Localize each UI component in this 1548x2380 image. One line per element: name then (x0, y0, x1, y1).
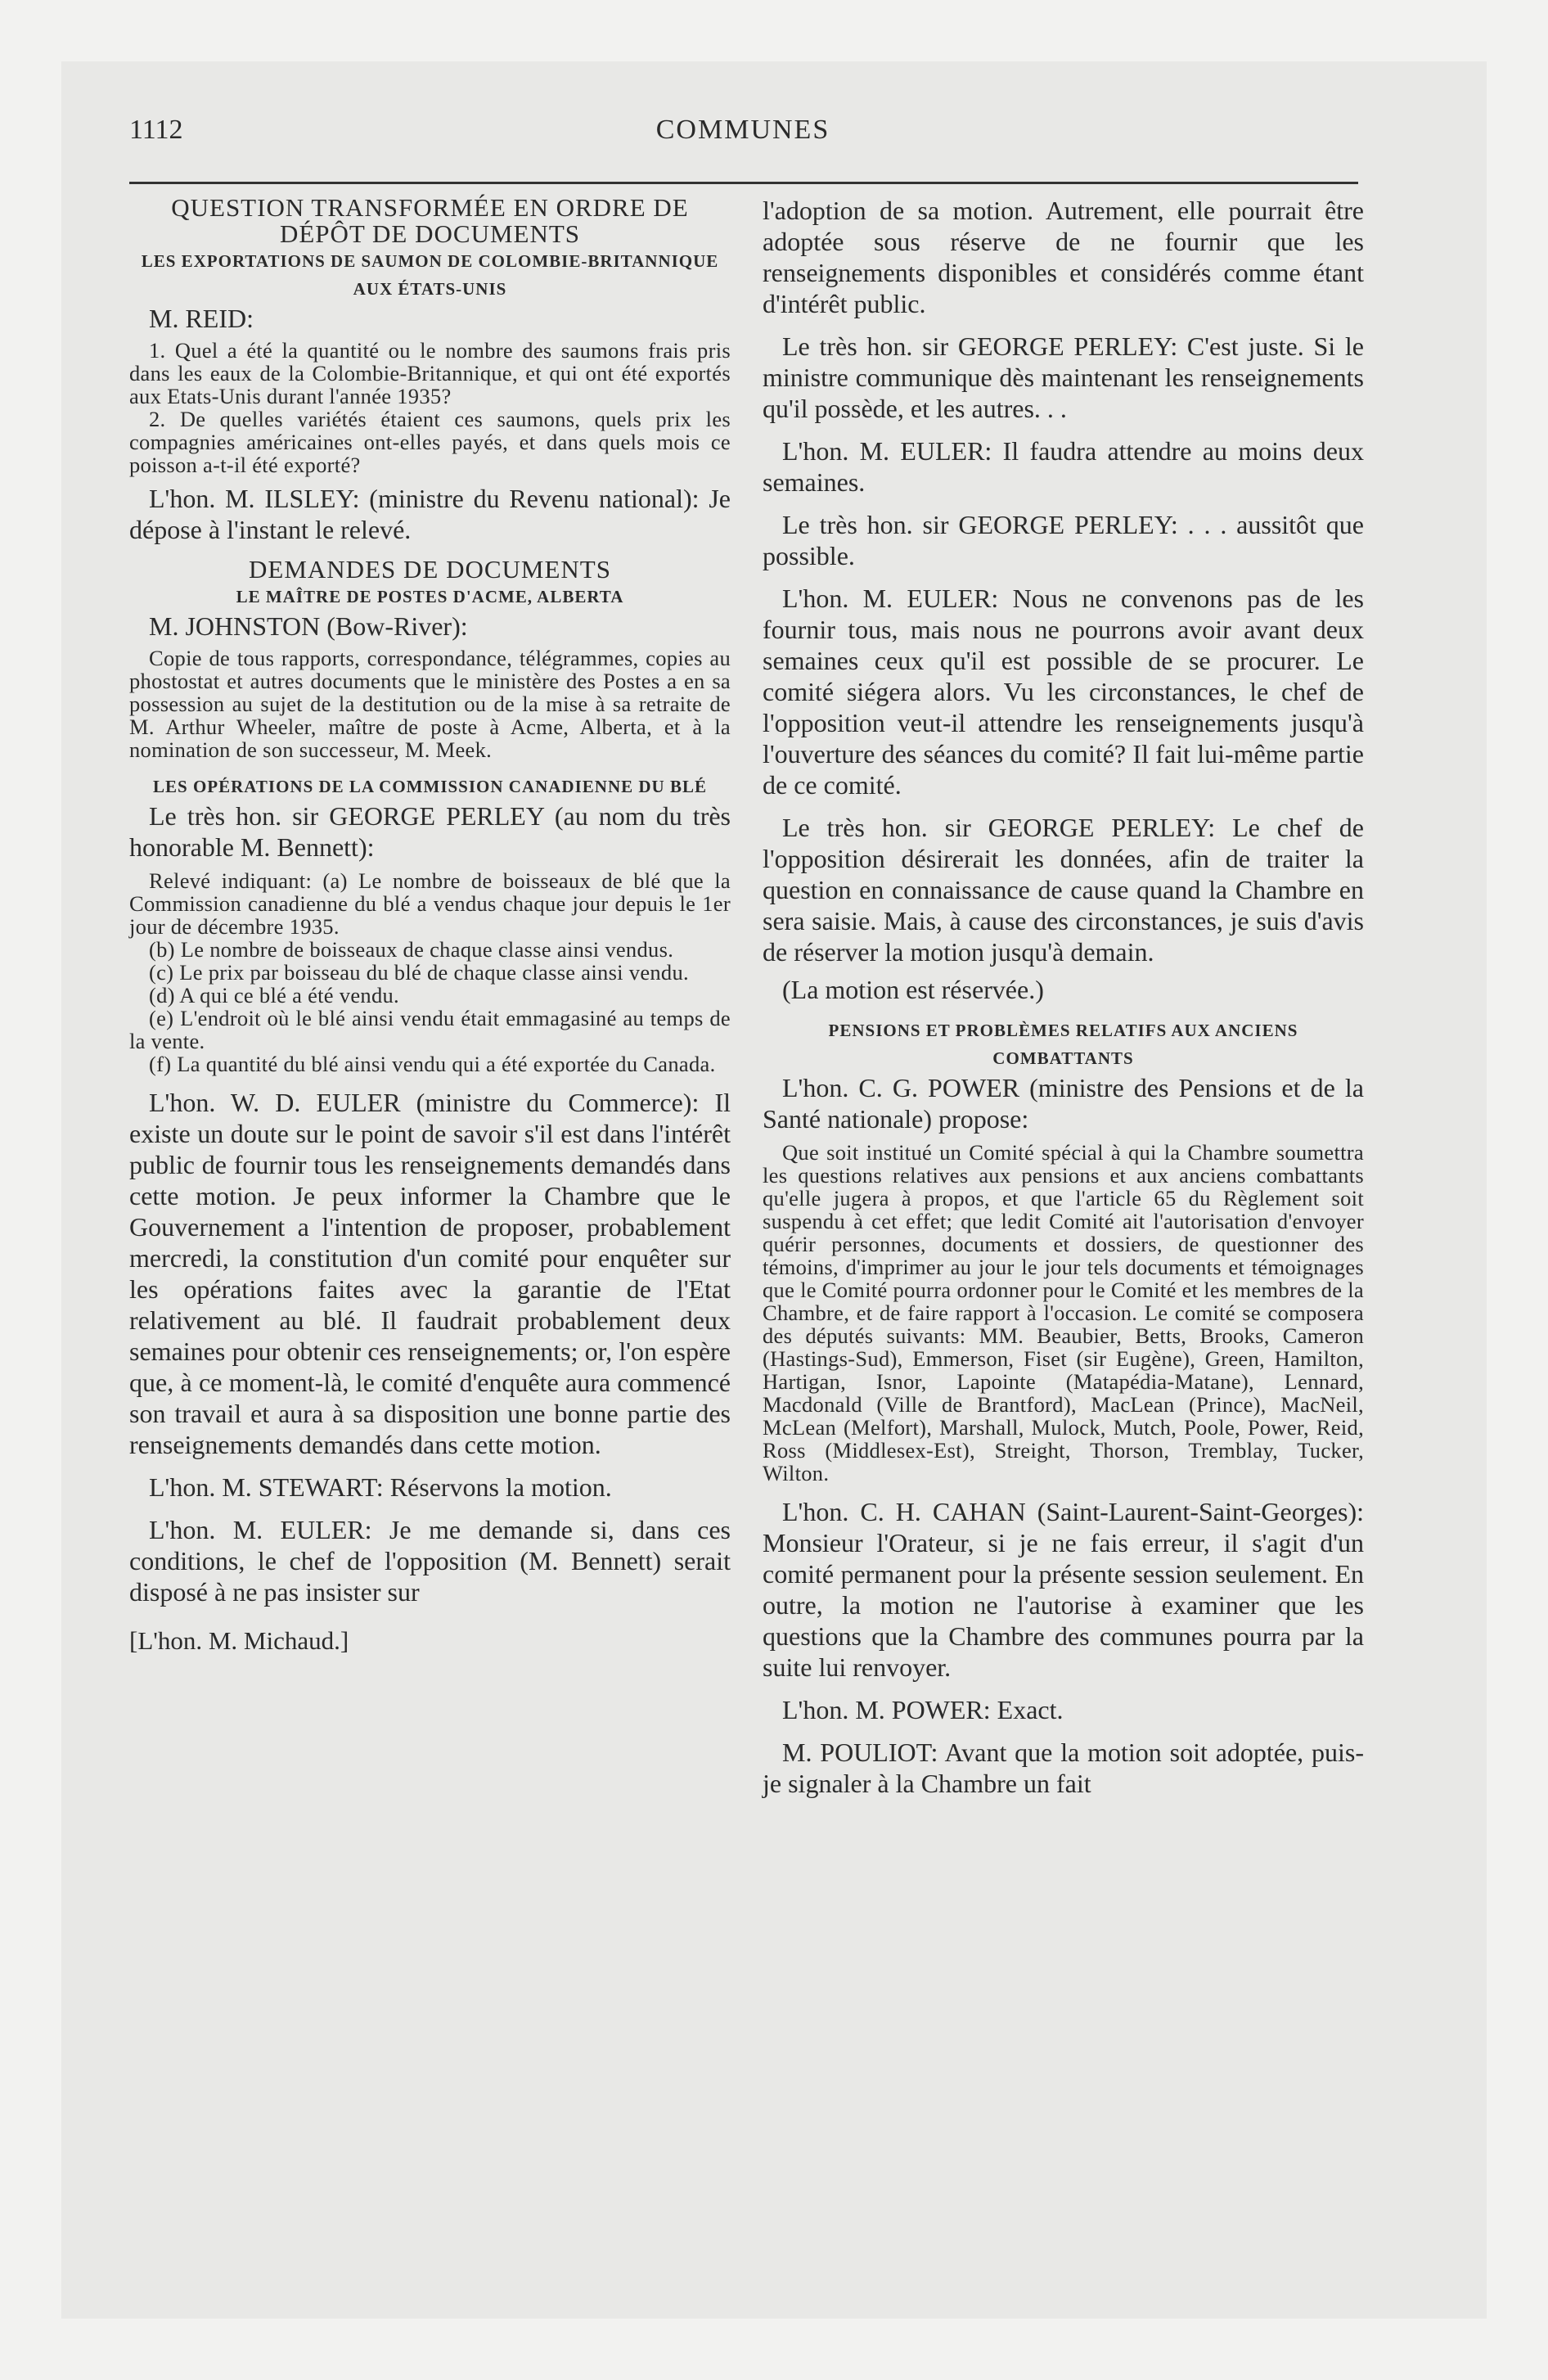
right-paragraph-6: Le très hon. sir GEORGE PERLEY: Le chef de l'opposition désirerait les données, afin de traiter la question en connaissance de cause quand la Chambre en sera saisie. Mais, à cause des circonstances, je suis d'avis de réserver la motion jusqu'à demain. (763, 813, 1364, 967)
documents-speaker: M. JOHNSTON (Bow-River): (149, 611, 468, 641)
question-item-1: 1. Quel a été la quantité ou le nombre des saumons frais pris dans les eaux de la Colombie-Britannique, et qui ont été exportés aux Etats-Unis durant l'année 1935? (129, 338, 731, 408)
right-paragraph-4: Le très hon. sir GEORGE PERLEY: . . . aussitôt que possible. (763, 510, 1364, 570)
question-subheading: LES EXPORTATIONS DE SAUMON DE COLOMBIE-BRITANNIQUE AUX ÉTATS-UNIS (141, 251, 719, 299)
right-paragraph-2: Le très hon. sir GEORGE PERLEY: C'est juste. Si le ministre communique dès maintenant les renseignements qu'il possède, et les autres. . . (763, 331, 1364, 423)
documents-subheading: LE MAÎTRE DE POSTES D'ACME, ALBERTA (236, 587, 624, 606)
question-answer: L'hon. M. ILSLEY: (ministre du Revenu national): Je dépose à l'instant le relevé. (129, 484, 731, 544)
cahan-statement: L'hon. C. H. CAHAN (Saint-Laurent-Saint-Georges): Monsieur l'Orateur, si je ne fais erreur, il s'agit d'un comité permanent pour la présente session seulement. En outre, la motion ne l'autorise à examiner que les questions que la Chambre des communes pourra par la suite lui renvoyer. (763, 1497, 1364, 1682)
wheat-speaker: Le très hon. sir GEORGE PERLEY (au nom du très honorable M. Bennett): (129, 801, 731, 862)
right-paragraph-3: L'hon. M. EULER: Il faudra attendre au moins deux semaines. (763, 436, 1364, 497)
question-speaker: M. REID: (149, 304, 254, 333)
wheat-item-d: (d) A qui ce blé a été vendu. (149, 983, 399, 1007)
stewart-statement: L'hon. M. STEWART: Réservons la motion. (149, 1472, 612, 1502)
right-paragraph-1: l'adoption de sa motion. Autrement, elle pourrait être adoptée sous réserve de ne fournir que les renseignements disponibles et considérés comme étant d'intérêt public. (763, 196, 1364, 318)
header-rule (129, 182, 1358, 184)
wheat-subheading: LES OPÉRATIONS DE LA COMMISSION CANADIENNE DU BLÉ (153, 777, 707, 796)
question-heading: QUESTION TRANSFORMÉE EN ORDRE DE DÉPÔT DE DOCUMENTS (171, 193, 689, 248)
question-item-2: 2. De quelles variétés étaient ces saumons, quels prix les compagnies américaines ont-elles payés, et dans quels mois ce poisson a-t-il été exporté? (129, 407, 731, 477)
right-paragraph-5: L'hon. M. EULER: Nous ne convenons pas de les fournir tous, mais nous ne pourrons avoir avant deux semaines ceux qu'il est possible de se procurer. Le comité siégera alors. Vu les circonstances, le chef de l'opposition veut-il attendre les renseignements jusqu'à l'ouverture des séances du comité? Il fait lui-même partie de ce comité. (763, 584, 1364, 800)
pouliot-statement: M. POULIOT: Avant que la motion soit adoptée, puis-je signaler à la Chambre un fait (763, 1738, 1364, 1798)
wheat-item-f: (f) La quantité du blé ainsi vendu qui a été exportée du Canada. (149, 1052, 716, 1076)
page-header (129, 115, 1357, 164)
documents-text: Copie de tous rapports, correspondance, télégrammes, copies au phostostat et autres documents que le ministère des Postes a en sa possession au sujet de la destitution ou de la mise à sa retraite de M. Arthur Wheeler, maître de poste à Acme, Alberta, et à la nomination de son successeur, M. Meek. (129, 646, 731, 762)
pensions-subheading: PENSIONS ET PROBLÈMES RELATIFS AUX ANCIENS COMBATTANTS (828, 1021, 1298, 1068)
wheat-item-a: Relevé indiquant: (a) Le nombre de boisseaux de blé que la Commission canadienne du blé a vendus chaque jour depuis le 1er jour de décembre 1935. (129, 868, 731, 939)
footer-note: [L'hon. M. Michaud.] (129, 1626, 349, 1655)
euler-statement-2: L'hon. M. EULER: Je me demande si, dans ces conditions, le chef de l'opposition (M. Bennett) serait disposé à ne pas insister sur (129, 1515, 731, 1607)
right-column (763, 195, 1364, 1799)
wheat-item-e: (e) L'endroit où le blé ainsi vendu était emmagasiné au temps de la vente. (129, 1006, 731, 1053)
motion-text: Que soit institué un Comité spécial à qui la Chambre soumettra les questions relatives aux pensions et aux anciens combattants qu'elle jugera à propos, et que l'article 65 du Règlement soit suspendu à cet effet; que ledit Comité ait l'autorisation d'envoyer quérir personnes, documents et dossiers, de questionner des témoins, d'imprimer au jour le jour tels documents et témoignages que le Comité pourra ordonner pour le Comité et les membres de la Chambre, et de faire rapport à l'occasion. Le comité se composera des députés suivants: MM. Beaubier, Betts, Brooks, Cameron (Hastings-Sud), Emmerson, Fiset (sir Eugène), Green, Hamilton, Hartigan, Isnor, Lapointe (Matapédia-Matane), Lennard, Macdonald (Ville de Brantford), MacLean (Prince), MacNeil, McLean (Melfort), Marshall, Mulock, Mutch, Poole, Power, Reid, Ross (Middlesex-Est), Streight, Thorson, Tremblay, Tucker, Wilton. (763, 1140, 1364, 1485)
motion-reserved: (La motion est réservée.) (782, 975, 1044, 1004)
documents-heading: DEMANDES DE DOCUMENTS (249, 555, 611, 584)
left-column (129, 195, 731, 1657)
euler-statement-1: L'hon. W. D. EULER (ministre du Commerce): Il existe un doute sur le point de savoir s'il est dans l'intérêt public de fournir tous les renseignements demandés dans cette motion. Je peux informer la Chambre que le Gouvernement a l'intention de proposer, probablement mercredi, la constitution d'un comité pour enquêter sur les opérations faites avec la garantie de l'Etat relativement au blé. Il faudrait probablement deux semaines pour obtenir ces renseignements; or, l'on espère que, à ce moment-là, le comité d'enquête aura commencé son travail et aura à sa disposition une bonne partie des renseignements demandés dans cette motion. (129, 1088, 731, 1459)
running-title: COMMUNES (655, 115, 830, 145)
power-proposal: L'hon. C. G. POWER (ministre des Pensions et de la Santé nationale) propose: (763, 1073, 1364, 1134)
power-reply: L'hon. M. POWER: Exact. (782, 1695, 1064, 1724)
wheat-item-b: (b) Le nombre de boisseaux de chaque classe ainsi vendus. (149, 937, 674, 962)
wheat-item-c: (c) Le prix par boisseau du blé de chaque classe ainsi vendu. (149, 960, 689, 985)
page-number: 1112 (129, 115, 183, 145)
